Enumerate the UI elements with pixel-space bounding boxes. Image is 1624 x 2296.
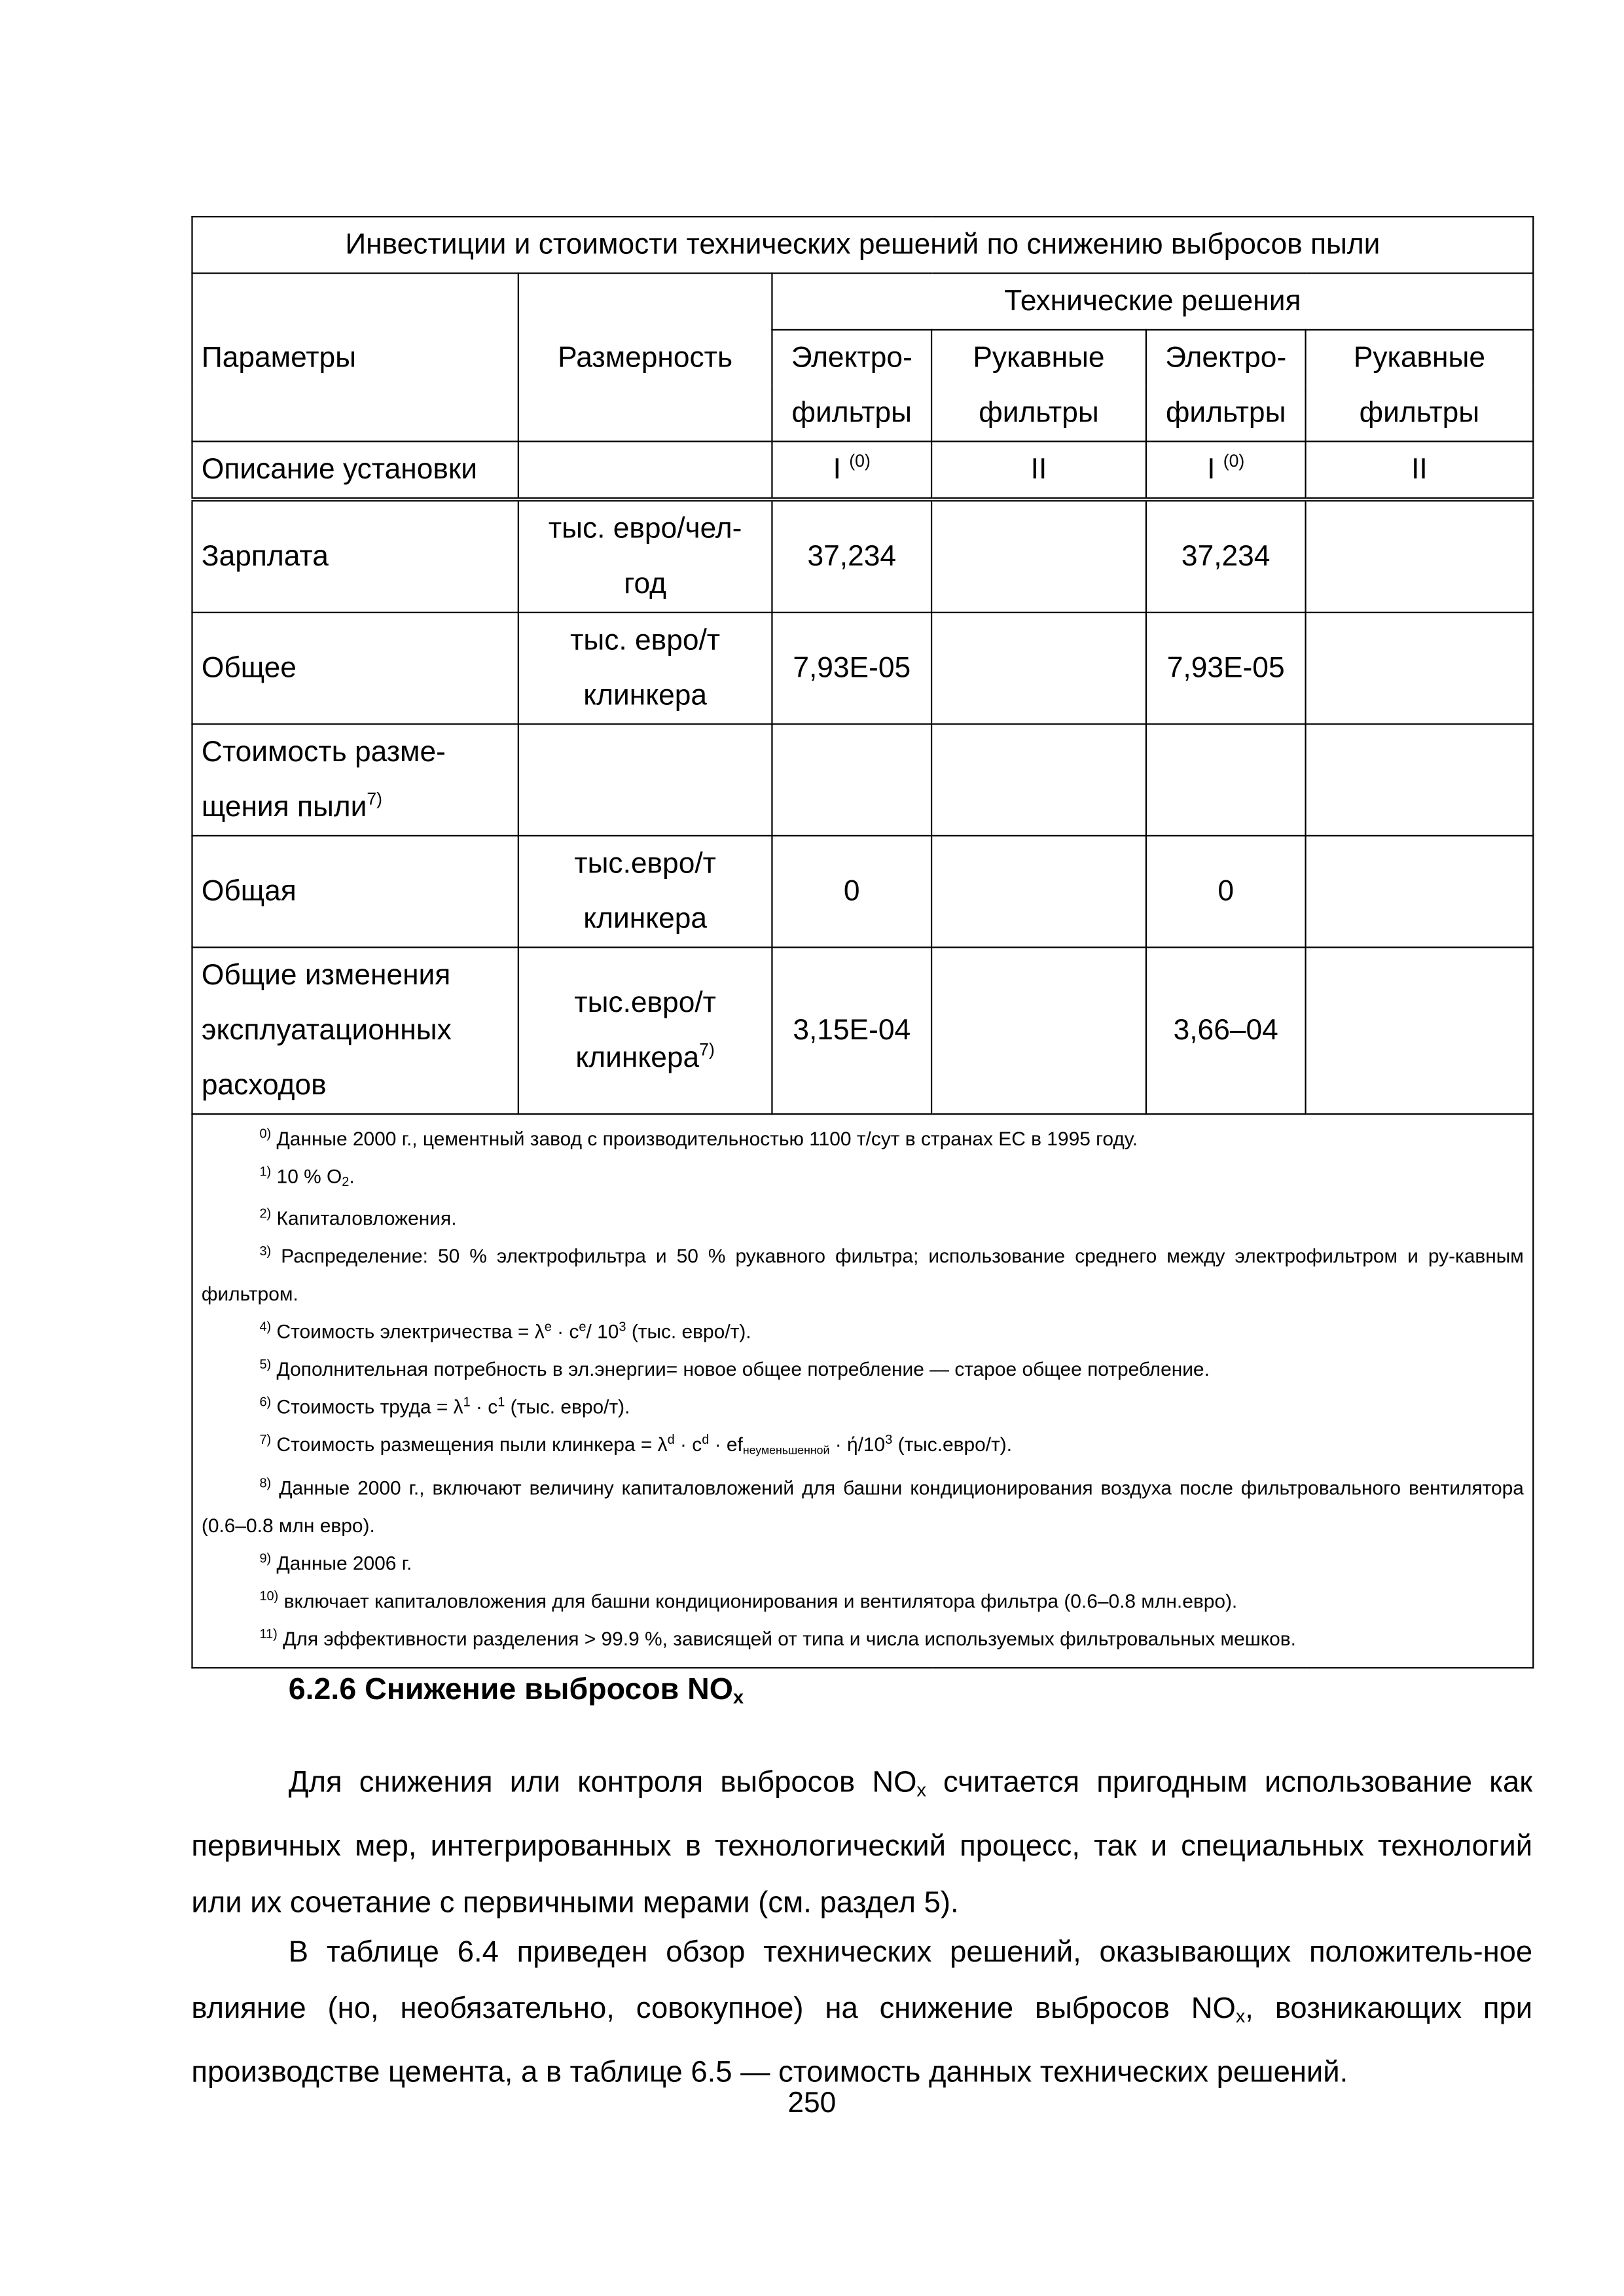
row-value bbox=[931, 947, 1146, 1114]
install-type-3: I $^{(0)}$ bbox=[1146, 441, 1306, 499]
header-technical-solutions: Технические решения bbox=[772, 274, 1533, 330]
row-value: 37,234 bbox=[772, 499, 931, 613]
header-solution-2-line2: фильтры bbox=[931, 386, 1146, 441]
footnote: $^{5)}$ Дополнительная потребность в эл.энергии= новое общее потребление — старое общее потребление. bbox=[259, 1357, 1210, 1380]
header-parameters: Параметры bbox=[192, 274, 518, 442]
row-value: 0 bbox=[772, 836, 931, 948]
row-param: Зарплата bbox=[192, 499, 518, 613]
footnote: $^{2)}$ Капиталовложения. bbox=[259, 1206, 457, 1230]
row-value bbox=[931, 724, 1146, 836]
row-value: 3,66–04 bbox=[1146, 947, 1306, 1114]
row-value: 0 bbox=[1146, 836, 1306, 948]
row-value bbox=[931, 499, 1146, 613]
body-paragraph: Для снижения или контроля выбросов $NO_x$ считается пригодным использование как первичных мер, интегрированных в технологический процесс, так и специальных технологий или их сочетание с первичными мерами (см. раздел 5). bbox=[191, 1765, 1533, 1920]
footnote: $^{8)}$ Данные 2000 г., включают величину капиталовложений для башни кондиционирования воздуха после фильтровального вентилятора (0.6–0.8 млн евро). bbox=[201, 1475, 1524, 1537]
table-row bbox=[192, 947, 1533, 1114]
row-value bbox=[1306, 836, 1534, 948]
row-unit: тыс. евро/чел- год bbox=[518, 499, 772, 613]
row-value: 7,93E-05 bbox=[1146, 613, 1306, 725]
header-solution-4: Рукавные bbox=[1306, 330, 1534, 386]
table-row bbox=[192, 613, 1533, 725]
header-solution-2: Рукавные bbox=[931, 330, 1146, 386]
row-value bbox=[1306, 499, 1534, 613]
row-value bbox=[1146, 724, 1306, 836]
footnote: $^{11)}$ Для эффективности разделения > 99.9 %, зависящей от типа и числа используемых фильтровальных мешков. bbox=[259, 1626, 1296, 1650]
row-param: Общие изменения эксплуатационных расходов bbox=[192, 947, 518, 1114]
header-solution-3: Электро- bbox=[1146, 330, 1306, 386]
install-type-1: I $^{(0)}$ bbox=[772, 441, 931, 499]
footnote: $^{1)}$ 10 % $O_2$. bbox=[259, 1164, 355, 1189]
footnote: $^{10)}$ включает капиталовложения для башни кондиционирования и вентилятора фильтра (0.6–0.8 млн.евро). bbox=[259, 1588, 1238, 1612]
footnote: $^{4)}$ Стоимость электричества = $\lambda^е \cdot c^е/$ $10^3$ (тыс. евро/т). bbox=[259, 1319, 751, 1342]
row-unit: тыс. евро/т клинкера bbox=[518, 613, 772, 725]
row-unit: тыс.евро/т клинкера$^{7)}$ bbox=[518, 947, 772, 1114]
footnote: $^{9)}$ Данные 2006 г. bbox=[259, 1551, 412, 1575]
page-number: 250 bbox=[787, 2087, 837, 2120]
table-row bbox=[192, 499, 1533, 613]
section-heading: 6.2.6 Снижение выбросов $NO_x$ bbox=[288, 1672, 744, 1708]
install-description-units bbox=[518, 441, 772, 499]
table-title: Инвестиции и стоимости технических решений по снижению выбросов пыли bbox=[192, 217, 1533, 273]
row-value bbox=[1306, 947, 1534, 1114]
header-units: Размерность bbox=[518, 274, 772, 442]
header-solution-1-line2: фильтры bbox=[772, 386, 931, 441]
row-value bbox=[1306, 613, 1534, 725]
row-param: Общее bbox=[192, 613, 518, 725]
row-value bbox=[772, 724, 931, 836]
row-value: 3,15E-04 bbox=[772, 947, 931, 1114]
table-footnotes bbox=[192, 1114, 1533, 1668]
row-value: 37,234 bbox=[1146, 499, 1306, 613]
row-value: 7,93E-05 bbox=[772, 613, 931, 725]
investment-table bbox=[191, 216, 1534, 1668]
header-solution-4-line2: фильтры bbox=[1306, 386, 1534, 441]
footnote: $^{3)}$ Распределение: 50 % электрофильтра и 50 % рукавного фильтра; использование среднего между электрофильтром и ру-кавным фильтром. bbox=[201, 1244, 1524, 1305]
row-value bbox=[1306, 724, 1534, 836]
row-param: Стоимость разме- щения пыли$^{7)}$ bbox=[192, 724, 518, 836]
table-row bbox=[192, 724, 1533, 836]
row-value bbox=[931, 836, 1146, 948]
row-param: Общая bbox=[192, 836, 518, 948]
install-type-4: II bbox=[1306, 441, 1534, 499]
footnote: $^{0)}$ Данные 2000 г., цементный завод с производительностью 1100 т/сут в странах ЕС в 1995 году. bbox=[259, 1126, 1138, 1150]
install-description-label: Описание установки bbox=[192, 441, 518, 499]
header-solution-1: Электро- bbox=[772, 330, 931, 386]
table-row bbox=[192, 836, 1533, 948]
header-solution-3-line2: фильтры bbox=[1146, 386, 1306, 441]
install-type-2: II bbox=[931, 441, 1146, 499]
row-value bbox=[931, 613, 1146, 725]
footnote: $^{6)}$ Стоимость труда = $\lambda^1 \cdot c^1$ (тыс. евро/т). bbox=[259, 1394, 630, 1418]
row-unit bbox=[518, 724, 772, 836]
body-paragraph: В таблице 6.4 приведен обзор технических решений, оказывающих положитель-ное влияние (но, необязательно, совокупное) на снижение выбросов $NO_x$, возникающих при производстве цемента, а в таблице 6.5 — стоимость данных технических решений. bbox=[191, 1935, 1533, 2089]
footnote: $^{7)}$ Стоимость размещения пыли клинкера = $\lambda^d \cdot c^d$ · efнеуменьшенной · $ή/10^3$ (тыс.евро/т). bbox=[259, 1432, 1013, 1457]
row-unit: тыс.евро/т клинкера bbox=[518, 836, 772, 948]
